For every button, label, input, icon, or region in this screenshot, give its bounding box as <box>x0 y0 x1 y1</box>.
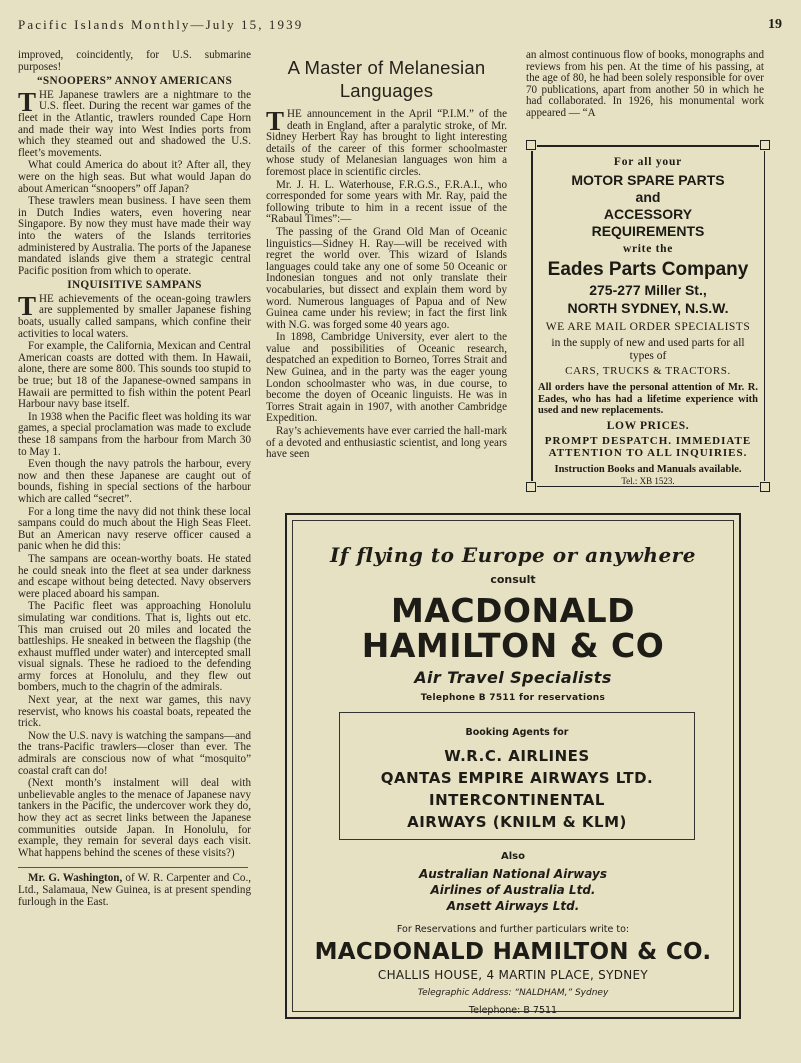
paragraph: THE announcement in the April “P.I.M.” of the death in England, after a paralytic stroke, of Mr. Sidney Herbert Ray has brought to light interesting details of the career of this former schoolmaster whose study of Melanesian languages won him a foremost place in scientific circles. <box>266 106 507 178</box>
paragraph: For a long time the navy did not think these local sampans could do much about the High Seas Fleet. But an American navy reserve officer caused a panic when he did this: <box>18 505 251 553</box>
paragraph: THE Japanese trawlers are a nightmare to the U.S. fleet. During the recent war games of the fleet in the Atlantic, trawlers rounded Cape Horn and made their way into West Indies ports from which they steamed out and shadowed the U.S. fleet’s movements. <box>18 86 251 159</box>
ad-line: WE ARE MAIL ORDER SPECIALISTS <box>545 321 751 333</box>
ad-address: CHALLIS HOUSE, 4 MARTIN PLACE, SYDNEY <box>377 968 649 982</box>
ad-telephone: Telephone B 7511 for reservations <box>420 693 606 703</box>
divider <box>18 867 248 868</box>
page-number: 19 <box>768 17 782 32</box>
airline-name: AIRWAYS (KNILM & KLM) <box>407 813 627 831</box>
running-header <box>18 17 782 37</box>
ad-telephone: Tel.: XB 1523. <box>621 476 675 486</box>
ad-line: ACCESSORY <box>603 206 693 222</box>
airline-name: INTERCONTINENTAL <box>429 791 605 809</box>
ad-inner-frame <box>292 520 734 1016</box>
airline-name: W.R.C. AIRLINES <box>444 747 590 765</box>
paragraph: Next year, at the next war games, this navy reservist, who knows his coastal boats, repeated the trick. <box>18 694 251 730</box>
ad-line: write the <box>622 243 674 255</box>
ad-line: All orders have the personal attention of Mr. R. Eades, who has had a lifetime experience with used and new replacements. <box>538 382 758 416</box>
airline-name: Airlines of Australia Ltd. <box>430 883 596 897</box>
paragraph: The passing of the Grand Old Man of Oceanic linguistics—Sidney H. Ray—will be received with regret the world over. This wizard of Islands languages could take any one of some 50 Oceanic or Indonesian tongues and not only translate their vocabularies, but dissect and explain them word by word. Numerous languages of Papua and of New Guinea came under his review; in fact the first link with N.G. was forged some 40 years ago. <box>266 225 507 331</box>
ad-telephone: Telephone: B 7511 <box>468 1005 558 1016</box>
drop-cap: T <box>18 290 37 321</box>
eades-parts-advertisement <box>526 140 770 492</box>
company-name: HAMILTON & CO <box>361 626 665 665</box>
ad-line: PROMPT DESPATCH. IMMEDIATE ATTENTION TO ALL INQUIRIES. <box>544 434 752 459</box>
ad-line: Instruction Books and Manuals available. <box>554 463 742 475</box>
corner-ornament <box>526 140 536 150</box>
airline-box <box>339 712 695 840</box>
personal-note: Mr. G. Washington, of W. R. Carpenter and Co., Ltd., Salamaua, New Guinea, is at present spending furlough in the East. <box>18 872 251 908</box>
article-title: A Master of Melanesian Languages <box>287 57 486 101</box>
ad-line: For Reservations and further particulars write to: <box>396 924 630 935</box>
ad-line: CARS, TRUCKS & TRACTORS. <box>565 365 731 377</box>
article-column-right <box>526 50 764 134</box>
article-column-middle <box>266 56 507 502</box>
drop-cap: T <box>18 86 37 117</box>
corner-ornament <box>760 140 770 150</box>
company-name: MACDONALD HAMILTON & CO. <box>314 939 712 965</box>
ad-line: in the supply of new and used parts for all types of <box>551 337 745 362</box>
ad-line: Booking Agents for <box>465 727 569 738</box>
paragraph: Mr. J. H. L. Waterhouse, F.R.G.S., F.R.A.I., who corresponded for some years with Mr. Ray, paid the following tribute to him in a recent issue of the “Rabaul Times”:— <box>266 178 507 226</box>
paragraph: The sampans are ocean-worthy boats. He stated he could sneak into the fleet at sea under darkness and escape without being detected. Navy observers were placed aboard his sampan. <box>18 552 251 600</box>
corner-ornament <box>526 482 536 492</box>
ad-line: Also <box>501 851 525 862</box>
airline-name: QANTAS EMPIRE AIRWAYS LTD. <box>380 769 654 787</box>
drop-cap: T <box>266 106 285 136</box>
subheading-sampans: INQUISITIVE SAMPANS <box>67 279 202 292</box>
continued-text: improved, coincidently, for U.S. submarine purposes! <box>18 49 251 73</box>
ad-line: MOTOR SPARE PARTS <box>571 172 725 188</box>
macdonald-hamilton-advertisement <box>285 513 741 1019</box>
ad-line: LOW PRICES. <box>606 419 690 432</box>
paragraph: These trawlers mean business. I have seen them in Dutch Indies waters, even hovering near Singapore. By now they must have made their way into the waters of the Islands territories administered by Australia. The ports of the Japanese mandated islands give them a strategic central Pacific position from which to operate. <box>18 195 251 277</box>
airline-name: Australian National Airways <box>418 867 608 881</box>
paragraph: (Next month’s instalment will deal with unbelievable angles to the menace of Japanese navy tankers in the Pacific, the undercover work they do, how they act as secret links between the Japanese communities outside Japan. In Honolulu, for example, they remain for several days each visit. What happens behind the scenes of these visits?) <box>18 777 251 859</box>
ad-line: For all your <box>613 156 683 168</box>
paragraph: Ray’s achievements have ever carried the hall-mark of a devoted and enthusiastic scientist, and long years have seen <box>266 425 507 461</box>
ad-address: NORTH SYDNEY, N.S.W. <box>567 300 729 316</box>
border-line <box>531 151 533 481</box>
paragraph: In 1898, Cambridge University, ever alert to the value and possibilities of Oceanic research, despatched an expedition to Borneo, Torres Strait and New Guinea, and in the party was the eager young London schoolmaster who was, in due course, to become the doyen of Oceanic linguists. He was in Torres Strait again in 1907, with another Cambridge Expedition. <box>266 331 507 425</box>
corner-ornament <box>760 482 770 492</box>
paragraph: Even though the navy patrols the harbour, every now and then these Japanese are caught out of bounds, fishing in special sections of the harbour which are called “secret”. <box>18 458 251 505</box>
running-title: Pacific Islands Monthly—July 15, 1939 <box>18 17 304 32</box>
paragraph: Now the U.S. navy is watching the sampans—and the trans-Pacific trawlers—closer than ever. The admirals are conscious now of what “mosquito” coastal craft can do! <box>18 729 251 777</box>
airline-name: Ansett Airways Ltd. <box>446 899 580 913</box>
company-name: Eades Parts Company <box>547 259 749 280</box>
border-line <box>764 151 766 481</box>
ad-line: consult <box>490 573 536 586</box>
paragraph: an almost continuous flow of books, monographs and reviews from his pen. At the time of his passing, at the age of 80, he had been solely responsible for over 70 publications, apart from another 50 in which he had collaborated. In 1926, his monumental work appeared — “A <box>526 49 764 119</box>
subheading-snoopers: “SNOOPERS” ANNOY AMERICANS <box>36 75 233 88</box>
ad-line: REQUIREMENTS <box>591 223 705 239</box>
ad-headline: If flying to Europe or anywhere <box>330 543 696 567</box>
paragraph: What could America do about it? After all, they were on the high seas. But what would Japan do about American “snoopers” off Japan? <box>18 159 251 195</box>
paragraph: THE achievements of the ocean-going trawlers are supplemented by smaller Japanese fishing boats, usually called sampans, which confine their activities to local waters. <box>18 290 251 340</box>
paragraph: The Pacific fleet was approaching Honolulu simulating war conditions. That is, lights out etc. This man cruised out 20 miles and located the battleships. He sneaked in between the flagship (the exhaust muffled under water) and intercepted small visual signals. These he radioed to the defending army forces at Honolulu, and they flew out bombers, much to the chagrin of the admirals. <box>18 600 251 694</box>
ad-content <box>538 152 758 486</box>
ad-address: 275-277 Miller St., <box>589 282 707 298</box>
paragraph: In 1938 when the Pacific fleet was holding its war games, a special proclamation was made to exclude these 18 sampans from the harbour from March 30 to May 1. <box>18 410 251 458</box>
ad-line: and <box>635 189 661 205</box>
ad-telegraphic: Telegraphic Address: “NALDHAM,” Sydney <box>417 988 609 998</box>
paragraph: For example, the California, Mexican and Central American coasts are dotted with them. In Hawaii, alone, there are some 800. This sounds too stupid to be true; but 18 of the Japanese-owned sampans in Hawaii are permitted to fish within the potent Pearl Harbour navy base itself. <box>18 340 251 411</box>
company-name: MACDONALD <box>390 591 636 630</box>
border-line <box>537 145 759 147</box>
article-column-left <box>18 50 251 1028</box>
ad-subtitle: Air Travel Specialists <box>414 668 612 687</box>
